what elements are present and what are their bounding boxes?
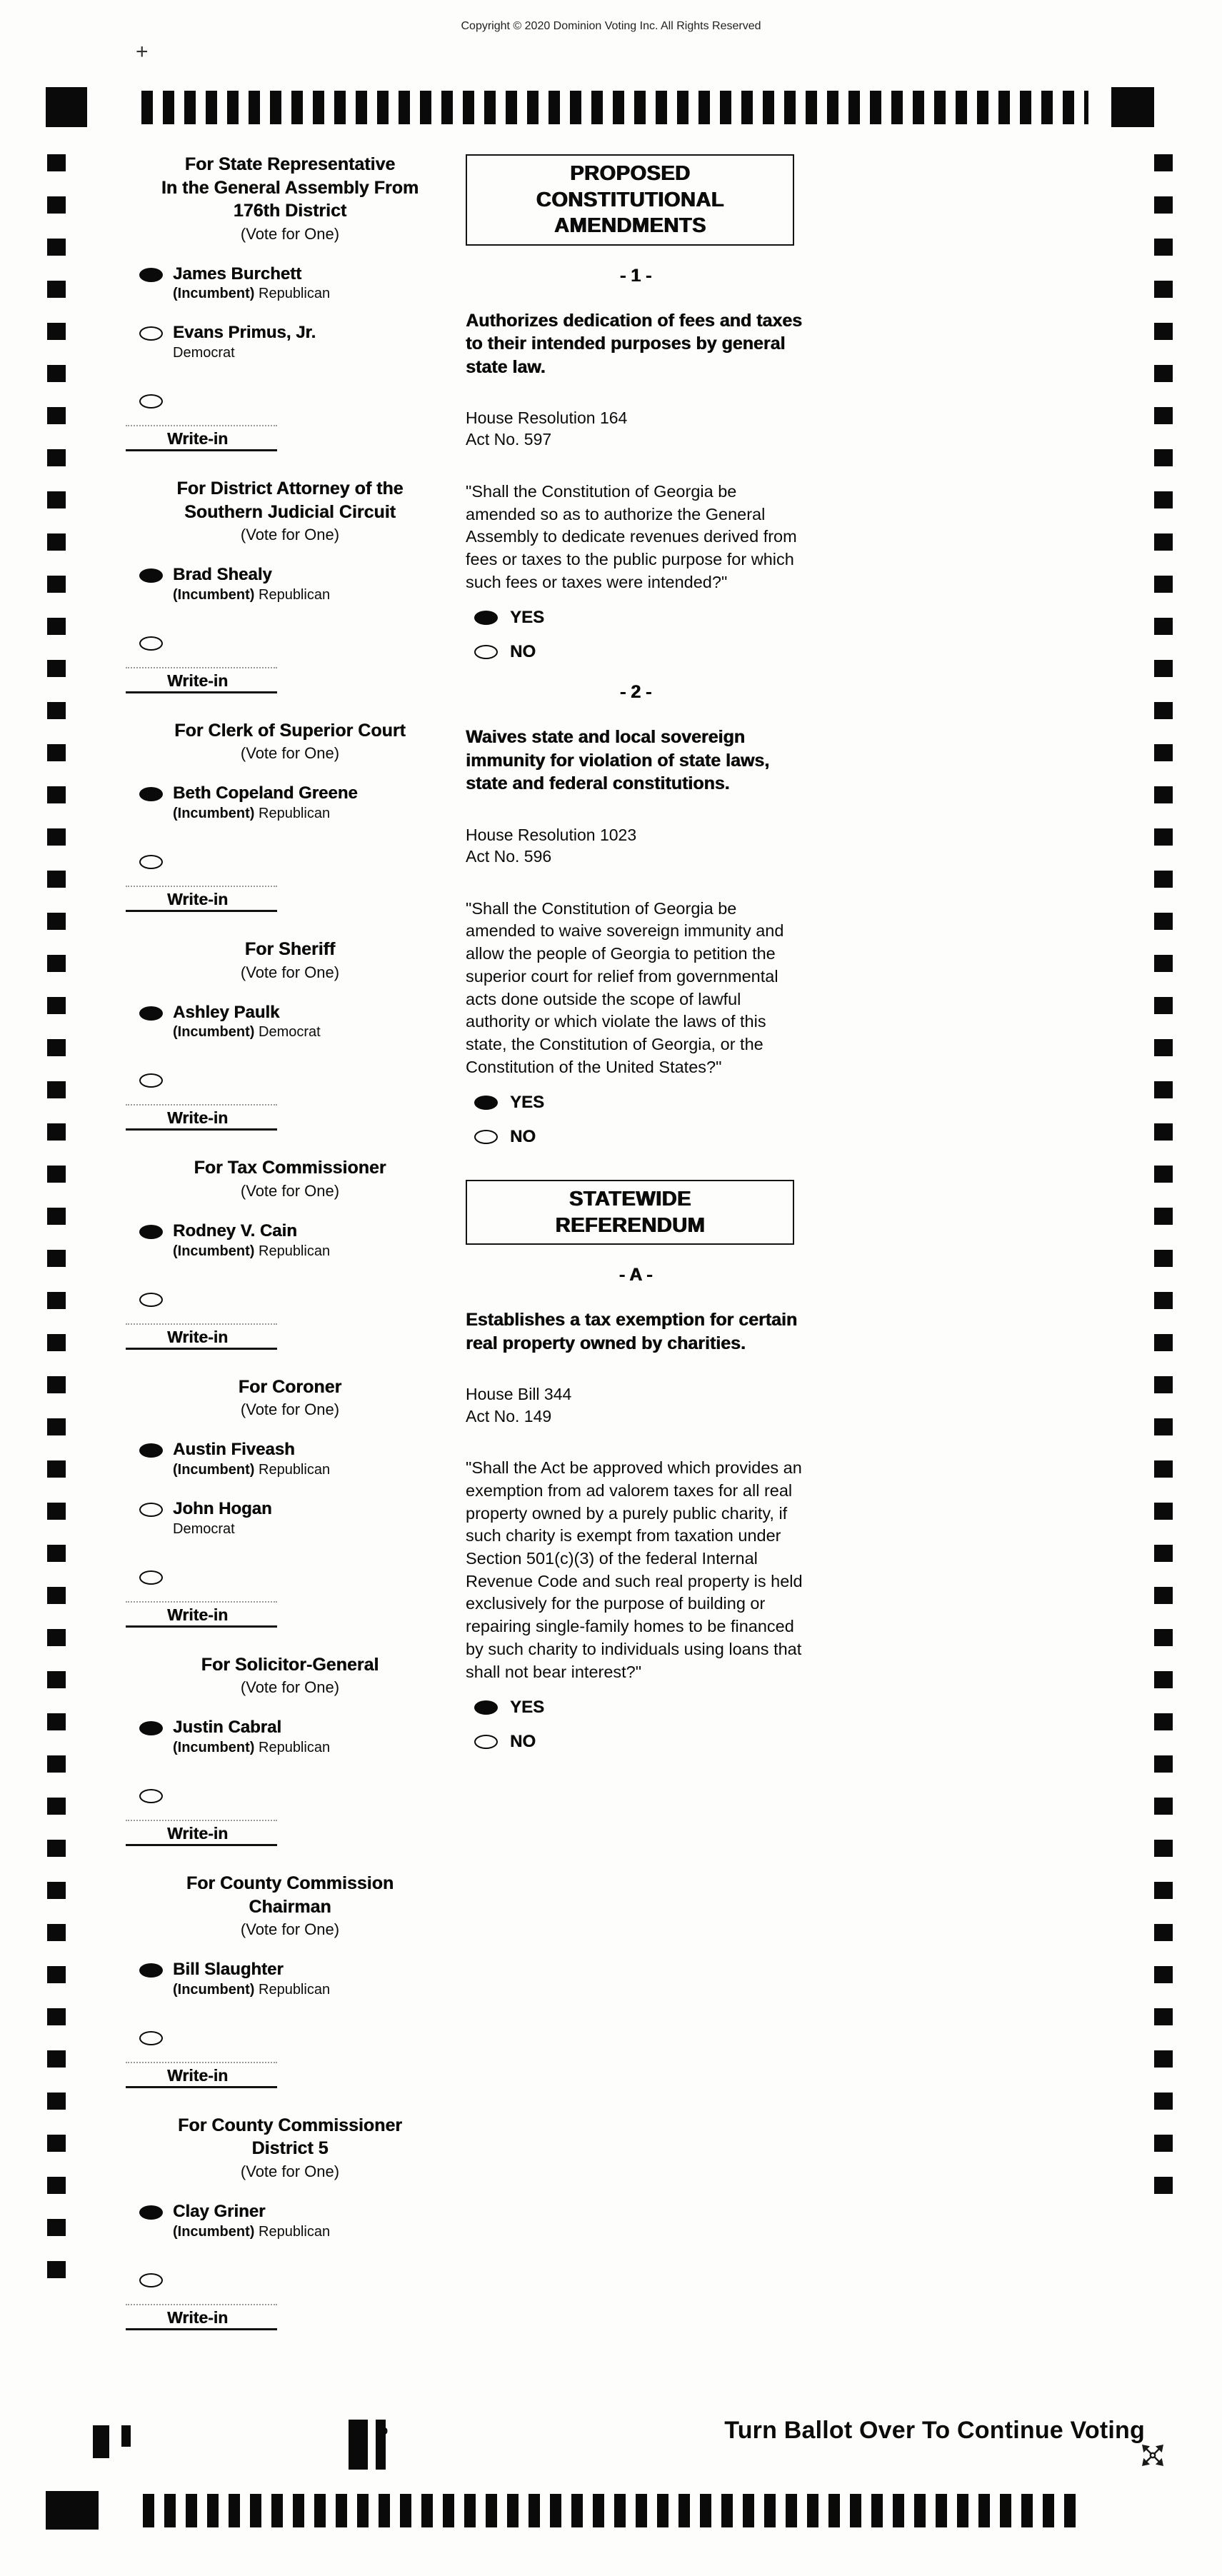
candidate-row	[136, 1960, 444, 1998]
candidate-name: Bill Slaughter	[173, 1960, 284, 1980]
timing-marks-top	[141, 91, 1088, 124]
candidate-name: John Hogan	[173, 1499, 272, 1519]
yes-choice-row	[466, 1093, 806, 1113]
incumbent-label: (Incumbent)	[173, 586, 255, 603]
section-header-line: PROPOSED	[569, 162, 691, 185]
candidate-text	[173, 783, 358, 822]
vote-for-instruction: (Vote for One)	[240, 2162, 340, 2180]
contest-title-line: For Solicitor-General	[201, 1654, 379, 1675]
contest-title	[136, 719, 444, 743]
write-in-oval[interactable]	[139, 1293, 163, 1307]
write-in-area[interactable]	[126, 425, 277, 451]
measure-reference-line: House Resolution 164	[466, 409, 628, 428]
write-in-oval[interactable]	[139, 2031, 163, 2045]
yes-label: YES	[510, 1093, 545, 1113]
contest	[136, 1156, 444, 1349]
vote-for-instruction: (Vote for One)	[240, 744, 340, 763]
incumbent-label: (Incumbent)	[173, 1024, 255, 1041]
write-in-oval[interactable]	[139, 394, 163, 409]
candidate-row	[136, 1221, 444, 1260]
candidate-name: Justin Cabral	[173, 1718, 282, 1738]
registration-plus-mark: +	[136, 40, 149, 64]
write-in-label: Write-in	[167, 429, 229, 448]
contest-title-line: For County Commission	[186, 1873, 394, 1894]
section-header-line: REFERENDUM	[555, 1213, 705, 1237]
contest	[136, 477, 444, 693]
candidate-party: (Incumbent) Republican	[173, 586, 331, 603]
write-in-label: Write-in	[167, 2065, 229, 2085]
timing-block-top-right	[1111, 87, 1154, 127]
measure-reference-line: House Bill 344	[466, 1385, 572, 1404]
candidate-party: (Incumbent) Republican	[173, 1981, 331, 1998]
candidate-text	[173, 1499, 272, 1538]
no-choice-row	[466, 642, 806, 662]
contest	[136, 938, 444, 1131]
ballot-oval-filled[interactable]	[139, 1963, 163, 1978]
vote-for-instruction: (Vote for One)	[240, 1678, 340, 1697]
no-choice-row	[466, 1127, 806, 1147]
contest-title-line: District 5	[251, 2138, 329, 2159]
ballot-oval-filled[interactable]	[139, 1443, 163, 1458]
measure-number: - A -	[618, 1265, 653, 1286]
measure-question: "Shall the Constitution of Georgia be amended to waive sovereign immunity and allow the people of Georgia to petition the superior court for relief from governmental acts done outside the scope of lawful authority or which violate the laws of this state, the Constitution of Georgia, or the Constitution of the United States?"	[466, 898, 784, 1076]
incumbent-label: (Incumbent)	[173, 286, 255, 302]
candidate-party: (Incumbent) Republican	[173, 1243, 331, 1259]
no-label: NO	[510, 642, 536, 662]
contest	[136, 719, 444, 912]
page-number: 2	[374, 2427, 390, 2435]
candidate-row	[136, 783, 444, 822]
write-in-oval[interactable]	[139, 2273, 163, 2287]
ballot-oval[interactable]	[139, 1503, 163, 1517]
ballot-oval-filled[interactable]	[139, 1006, 163, 1021]
measure-summary: Waives state and local sovereign immunity for violation of state laws, state and federal constitutions.	[466, 727, 770, 794]
vote-for-instruction: (Vote for One)	[240, 1181, 340, 1200]
write-in-label: Write-in	[167, 1824, 229, 1843]
write-in-label: Write-in	[167, 1605, 229, 1624]
write-in-oval-row	[136, 855, 444, 873]
section-header-line: AMENDMENTS	[554, 214, 706, 238]
contest-title	[136, 1872, 444, 1918]
measure-reference	[466, 1383, 806, 1427]
ballot-oval[interactable]	[139, 326, 163, 341]
candidate-party: (Incumbent) Republican	[173, 2223, 331, 2240]
write-in-oval[interactable]	[139, 1789, 163, 1803]
contest-title-line: Southern Judicial Circuit	[184, 501, 396, 522]
candidate-text	[173, 1221, 330, 1260]
yes-choice-row	[466, 608, 806, 628]
candidate-party: (Incumbent) Republican	[173, 1462, 331, 1478]
contest-title-line: For Coroner	[238, 1376, 342, 1397]
no-label: NO	[510, 1732, 536, 1752]
candidate-party: (Incumbent) Democrat	[173, 1024, 321, 1041]
contests-column	[136, 153, 444, 2356]
candidate-text	[173, 1003, 321, 1041]
candidate-party: Democrat	[173, 1520, 235, 1537]
ballot-measure	[466, 682, 806, 1147]
vote-for-instruction: (Vote for One)	[240, 963, 340, 981]
contest-title	[136, 477, 444, 523]
candidate-row	[136, 323, 444, 361]
write-in-oval-row	[136, 1789, 444, 1807]
write-in-oval[interactable]	[139, 855, 163, 869]
write-in-label: Write-in	[167, 890, 229, 909]
turn-ballot-over-text: Turn Ballot Over To Continue Voting	[724, 2417, 1145, 2444]
yes-oval[interactable]	[474, 611, 498, 625]
no-choice-row	[466, 1732, 806, 1752]
write-in-oval-row	[136, 2273, 444, 2291]
contest-title-line: 176th District	[233, 201, 347, 221]
candidate-row	[136, 1003, 444, 1041]
candidate-name: Rodney V. Cain	[173, 1221, 297, 1241]
candidate-row	[136, 2202, 444, 2240]
measure-reference	[466, 824, 806, 868]
candidate-row	[136, 1440, 444, 1478]
ballot-oval-filled[interactable]	[139, 787, 163, 801]
contest-title	[136, 938, 444, 961]
contest-title-line: For State Representative	[184, 154, 396, 174]
ballot-oval-filled[interactable]	[139, 568, 163, 583]
candidate-text	[173, 1718, 330, 1756]
candidate-text	[173, 565, 330, 603]
write-in-area[interactable]	[126, 1601, 277, 1628]
candidate-name: Ashley Paulk	[173, 1002, 280, 1022]
measure-question: "Shall the Constitution of Georgia be amended so as to authorize the General Assembly to dedicate revenues derived from fees or taxes to the public purpose for which such fees or taxes were intended?"	[466, 481, 797, 591]
measures-column	[466, 154, 806, 1752]
incumbent-label: (Incumbent)	[173, 806, 255, 822]
write-in-oval-row	[136, 1570, 444, 1588]
candidate-name: Brad Shealy	[173, 565, 272, 585]
yes-oval[interactable]	[474, 1096, 498, 1110]
candidate-row	[136, 1718, 444, 1756]
yes-choice-row	[466, 1698, 806, 1718]
measure-reference-line: Act No. 596	[466, 847, 552, 866]
measure-reference-line: Act No. 597	[466, 430, 552, 449]
write-in-area[interactable]	[126, 667, 277, 693]
candidate-text	[173, 264, 330, 303]
write-in-area[interactable]	[126, 2062, 277, 2088]
timing-marks-bottom	[143, 2494, 1084, 2527]
contest-title	[136, 1653, 444, 1677]
contest-title-line: For County Commissioner	[178, 2115, 402, 2135]
candidate-row	[136, 264, 444, 303]
contest-title-line: For Clerk of Superior Court	[174, 720, 406, 741]
ballot-oval-filled[interactable]	[139, 1225, 163, 1239]
candidate-row	[136, 565, 444, 603]
candidate-name: James Burchett	[173, 264, 302, 284]
incumbent-label: (Incumbent)	[173, 1462, 255, 1478]
incumbent-label: (Incumbent)	[173, 1243, 255, 1259]
section-header-box	[466, 154, 794, 246]
measure-summary: Establishes a tax exemption for certain real property owned by charities.	[466, 1310, 798, 1353]
vote-for-instruction: (Vote for One)	[240, 1400, 340, 1419]
vote-for-instruction: (Vote for One)	[240, 224, 340, 243]
contest-title	[136, 2114, 444, 2160]
write-in-label: Write-in	[167, 671, 229, 690]
write-in-oval-row	[136, 636, 444, 654]
candidate-name: Evans Primus, Jr.	[173, 323, 316, 343]
candidate-party: Democrat	[173, 345, 235, 361]
vote-for-instruction: (Vote for One)	[240, 1920, 340, 1939]
ballot-oval-filled[interactable]	[139, 2205, 163, 2220]
measure-question: "Shall the Act be approved which provides an exemption from ad valorem taxes for all real property owned by a purely public charity, if such charity is exempt from taxation under Section 501(c)(3) of the federal Internal Revenue Code and such real property is held exclusively for the purpose of building or repairing single-family homes to be financed by such charity to individuals using loans that shall not bear interest?"	[466, 1458, 803, 1681]
incumbent-label: (Incumbent)	[173, 1981, 255, 1998]
measure-reference	[466, 407, 806, 451]
candidate-party: (Incumbent) Republican	[173, 806, 331, 822]
write-in-label: Write-in	[167, 1327, 229, 1346]
contest	[136, 1872, 444, 2088]
write-in-label: Write-in	[167, 2307, 229, 2327]
contest-title-line: For District Attorney of the	[176, 478, 404, 499]
contest	[136, 153, 444, 451]
candidate-party: (Incumbent) Republican	[173, 286, 331, 302]
ballot-measure	[466, 266, 806, 663]
candidate-row	[136, 1499, 444, 1538]
timing-block-top-left	[46, 87, 87, 127]
ballot-oval-filled[interactable]	[139, 268, 163, 282]
write-in-area[interactable]	[126, 1104, 277, 1131]
candidate-text	[173, 323, 316, 361]
no-oval[interactable]	[474, 1130, 498, 1144]
contest-title-line: In the General Assembly From	[161, 177, 419, 198]
section-header-box	[466, 1180, 794, 1245]
write-in-oval-row	[136, 1293, 444, 1310]
copyright-line: Copyright © 2020 Dominion Voting Inc. All Rights Reserved	[461, 20, 761, 32]
candidate-name: Austin Fiveash	[173, 1440, 295, 1460]
candidate-name: Beth Copeland Greene	[173, 783, 358, 803]
write-in-area[interactable]	[126, 2304, 277, 2330]
measure-number: - 1 -	[619, 265, 652, 286]
contest	[136, 2114, 444, 2330]
candidate-party: (Incumbent) Republican	[173, 1740, 331, 1756]
timing-marks-left-edge	[47, 154, 66, 2291]
write-in-oval[interactable]	[139, 1073, 163, 1088]
contest-title	[136, 1156, 444, 1180]
contest-title-line: Chairman	[249, 1896, 331, 1917]
yes-oval[interactable]	[474, 1700, 498, 1715]
measure-reference-line: Act No. 149	[466, 1406, 552, 1425]
measure-summary: Authorizes dedication of fees and taxes to their intended purposes by general state law.	[466, 310, 802, 377]
contest	[136, 1375, 444, 1628]
section-header-line: STATEWIDE	[569, 1188, 691, 1211]
timing-marks-right-edge	[1154, 154, 1173, 2211]
write-in-area[interactable]	[126, 886, 277, 912]
vote-for-instruction: (Vote for One)	[240, 526, 340, 544]
contest-title	[136, 1375, 444, 1399]
candidate-text	[173, 1960, 330, 1998]
no-label: NO	[510, 1127, 536, 1147]
incumbent-label: (Incumbent)	[173, 1740, 255, 1756]
timing-block-bottom-left	[46, 2491, 99, 2530]
write-in-oval[interactable]	[139, 1570, 163, 1585]
write-in-oval[interactable]	[139, 636, 163, 651]
candidate-text	[173, 2202, 330, 2240]
section-header-line: CONSTITUTIONAL	[536, 188, 724, 211]
contest-title	[136, 153, 444, 223]
contest-title-line: For Sheriff	[244, 939, 336, 960]
contest	[136, 1653, 444, 1846]
timing-mark-footer-1	[93, 2425, 109, 2458]
ballot-oval-filled[interactable]	[139, 1721, 163, 1735]
write-in-label: Write-in	[167, 1108, 229, 1128]
measure-reference-line: House Resolution 1023	[466, 825, 637, 844]
no-oval[interactable]	[474, 645, 498, 659]
write-in-area[interactable]	[126, 1820, 277, 1846]
ballot-measure	[466, 1265, 806, 1752]
timing-mark-footer-3	[349, 2420, 368, 2470]
write-in-oval-row	[136, 1073, 444, 1091]
measure-number: - 2 -	[619, 682, 652, 703]
contest-title-line: For Tax Commissioner	[194, 1158, 386, 1178]
incumbent-label: (Incumbent)	[173, 2223, 255, 2240]
yes-label: YES	[510, 1698, 545, 1718]
registration-compass-icon	[1137, 2440, 1168, 2475]
yes-label: YES	[510, 608, 545, 628]
candidate-name: Clay Griner	[173, 2201, 266, 2221]
write-in-oval-row	[136, 2031, 444, 2049]
timing-mark-footer-2	[121, 2425, 131, 2447]
no-oval[interactable]	[474, 1735, 498, 1749]
candidate-text	[173, 1440, 330, 1478]
write-in-area[interactable]	[126, 1323, 277, 1350]
write-in-oval-row	[136, 394, 444, 412]
